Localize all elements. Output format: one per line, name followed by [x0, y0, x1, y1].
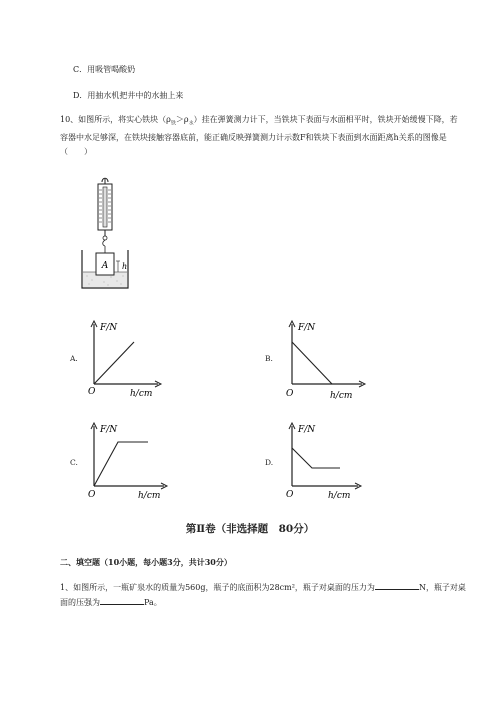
option-d-graph-label: D.	[265, 458, 274, 467]
graph-a-y-label: F/N	[100, 323, 118, 333]
graph-c-origin: O	[88, 490, 96, 500]
option-c-graph-label: C.	[70, 458, 78, 467]
block-label: A	[101, 261, 109, 271]
graph-b	[284, 318, 374, 400]
spring-scale-figure	[78, 176, 140, 292]
graph-a-line	[94, 342, 134, 384]
question-1-text: 1、如图所示，一瓶矿泉水的质量为560g，瓶子的底面积为28cm²，瓶子对桌面的压力为 N，瓶子对桌面的压强为 Pa。	[60, 580, 470, 610]
graph-d-y-label: F/N	[298, 425, 316, 435]
graph-c-y-label: F/N	[100, 425, 118, 435]
graph-b-y-label: F/N	[298, 323, 316, 333]
graph-a-origin: O	[88, 387, 96, 397]
option-b-label: B.	[265, 354, 273, 363]
graph-a-x-label: h/cm	[130, 389, 153, 399]
bottom-hook-icon	[103, 240, 105, 246]
part-2-title: 第Ⅱ卷（非选择题 80分）	[185, 523, 315, 535]
graph-b-origin: O	[286, 389, 294, 399]
graph-a	[86, 318, 166, 400]
graph-c-line	[94, 442, 148, 486]
graph-c-x-label: h/cm	[138, 491, 161, 500]
graph-c	[86, 418, 176, 500]
graph-d	[284, 418, 374, 500]
graph-b-x-label: h/cm	[330, 391, 353, 400]
option-d-text: D．用抽水机把井中的水抽上来	[73, 91, 184, 100]
answer-blank-pressure-force	[375, 580, 419, 590]
option-a-label: A.	[70, 354, 78, 363]
graph-d-x-label: h/cm	[328, 491, 351, 500]
graph-b-line	[292, 342, 332, 384]
question-10-text: 10、如图所示，将实心铁块$(\rho_铁>\rho_水)$挂在弹簧测力计下，当铁块下表面与水面相平时，铁块开始缓慢下降，若容器中水足够深，在铁块接触容器底前，能正确反映弹簧测力计示数F和铁块下表面到水面距离h关系的图像是（ ）	[60, 115, 458, 156]
graph-d-line	[292, 448, 340, 468]
answer-blank-pressure	[100, 595, 144, 605]
section-2-title: 二、填空题（10小题，每小题3分，共计30分）	[60, 557, 232, 567]
option-c-text: C．用吸管喝酸奶	[73, 65, 136, 74]
graph-d-origin: O	[286, 490, 294, 500]
h-label: h	[122, 262, 128, 271]
